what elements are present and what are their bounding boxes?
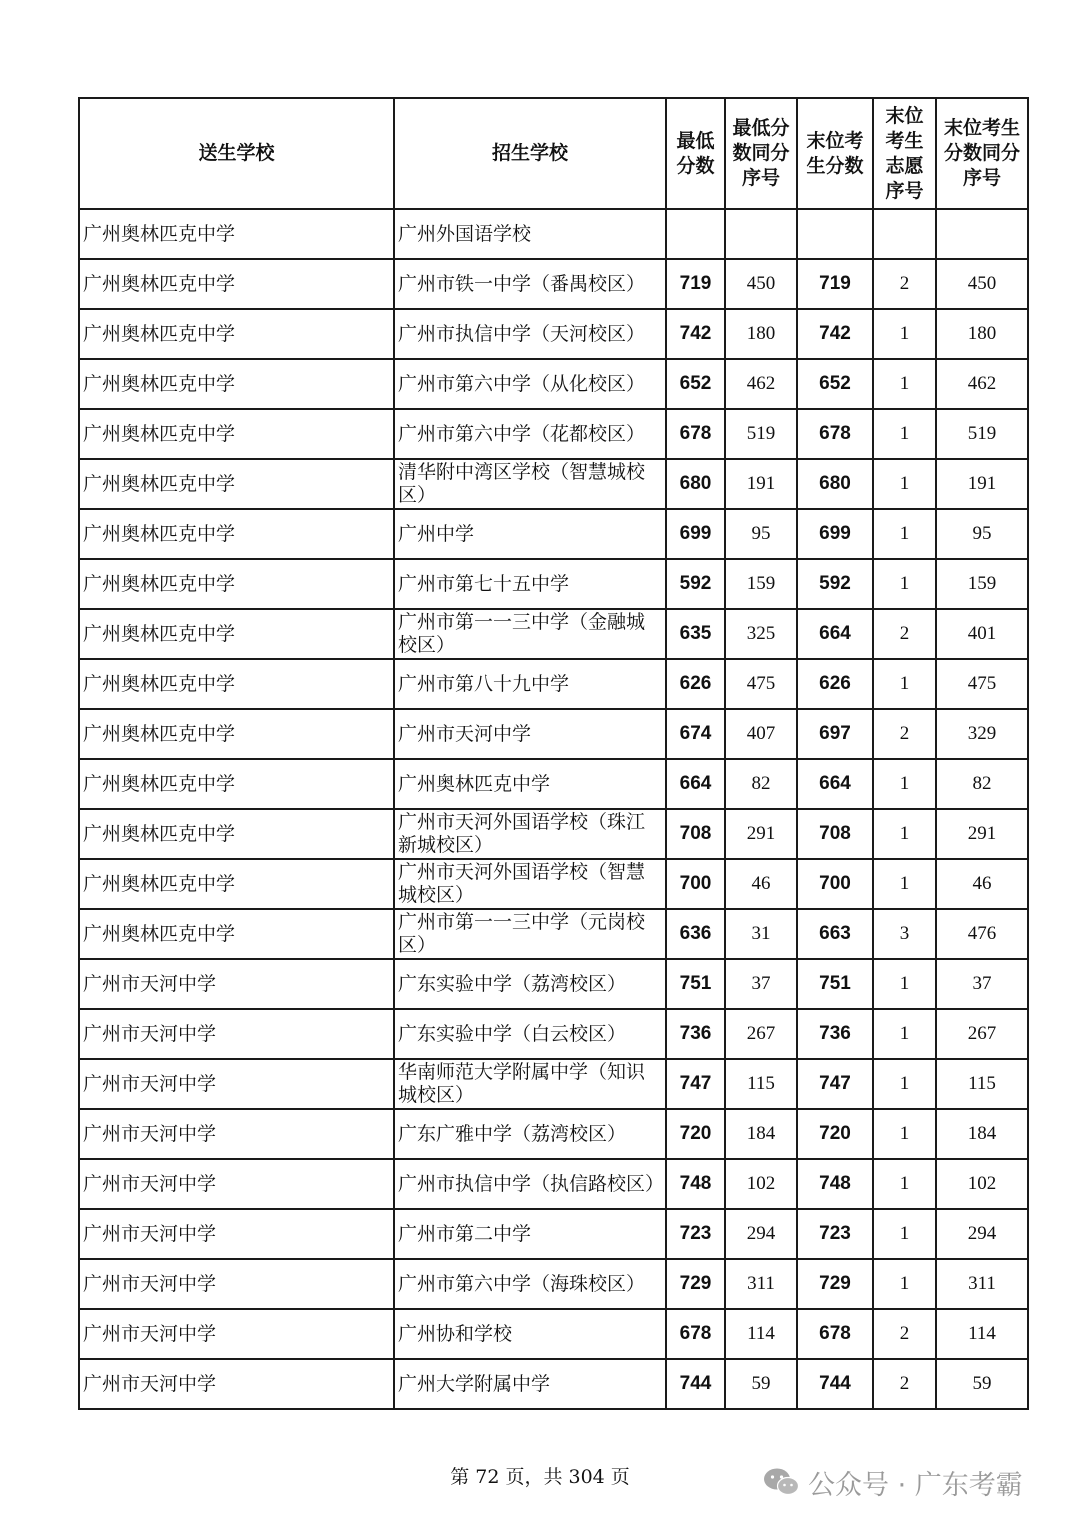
last-score-rank-cell: 37: [936, 959, 1028, 1009]
min-score-cell: 626: [666, 659, 725, 709]
last-score-cell: 697: [797, 709, 873, 759]
min-score-cell: 723: [666, 1209, 725, 1259]
last-score-rank-cell: 475: [936, 659, 1028, 709]
last-score-cell: [797, 209, 873, 259]
sending-school-cell: 广州奥林匹克中学: [79, 659, 394, 709]
last-score-cell: 664: [797, 759, 873, 809]
last-score-cell: 748: [797, 1159, 873, 1209]
column-header-line: 最低分: [732, 117, 790, 139]
sending-school-cell: 广州奥林匹克中学: [79, 259, 394, 309]
min-score-rank-cell: 191: [725, 459, 797, 509]
last-score-cell: 678: [797, 1309, 873, 1359]
admitting-school-cell: 广州市第一一三中学（元岗校区）: [394, 909, 666, 959]
min-score-cell: 736: [666, 1009, 725, 1059]
last-choice-order-cell: 1: [873, 509, 936, 559]
last-choice-order-cell: 1: [873, 959, 936, 1009]
min-score-rank-cell: 450: [725, 259, 797, 309]
last-score-cell: 699: [797, 509, 873, 559]
last-score-cell: 680: [797, 459, 873, 509]
sending-school-cell: 广州奥林匹克中学: [79, 859, 394, 909]
min-score-cell: 719: [666, 259, 725, 309]
min-score-cell: 747: [666, 1059, 725, 1109]
min-score-rank-cell: 95: [725, 509, 797, 559]
column-header: [797, 98, 873, 209]
table-row: [79, 409, 1028, 459]
admitting-school-cell: 广州市执信中学（天河校区）: [394, 309, 666, 359]
last-choice-order-cell: 1: [873, 409, 936, 459]
min-score-rank-cell: 475: [725, 659, 797, 709]
table-row: [79, 259, 1028, 309]
last-choice-order-cell: 1: [873, 809, 936, 859]
min-score-rank-cell: 267: [725, 1009, 797, 1059]
table-row: [79, 659, 1028, 709]
min-score-rank-cell: 159: [725, 559, 797, 609]
last-choice-order-cell: 1: [873, 1259, 936, 1309]
min-score-cell: 664: [666, 759, 725, 809]
sending-school-cell: 广州奥林匹克中学: [79, 409, 394, 459]
last-score-cell: 742: [797, 309, 873, 359]
last-choice-order-cell: 2: [873, 709, 936, 759]
min-score-rank-cell: 519: [725, 409, 797, 459]
column-header: [394, 98, 666, 209]
column-header-line: 生分数: [806, 154, 864, 177]
min-score-rank-cell: 184: [725, 1109, 797, 1159]
table-row: [79, 509, 1028, 559]
admitting-school-cell: 清华附中湾区学校（智慧城校区）: [394, 459, 666, 509]
last-choice-order-cell: 1: [873, 759, 936, 809]
sending-school-cell: 广州奥林匹克中学: [79, 609, 394, 659]
last-score-rank-cell: 519: [936, 409, 1028, 459]
sending-school-cell: 广州奥林匹克中学: [79, 709, 394, 759]
last-choice-order-cell: 1: [873, 559, 936, 609]
table-row: [79, 1059, 1028, 1109]
last-score-rank-cell: 291: [936, 809, 1028, 859]
table-row: [79, 359, 1028, 409]
last-choice-order-cell: 1: [873, 859, 936, 909]
admitting-school-cell: 广州市第六中学（海珠校区）: [394, 1259, 666, 1309]
sending-school-cell: 广州市天河中学: [79, 959, 394, 1009]
table-body: [79, 209, 1028, 1409]
sending-school-cell: 广州奥林匹克中学: [79, 309, 394, 359]
last-score-rank-cell: 102: [936, 1159, 1028, 1209]
table-row: [79, 309, 1028, 359]
last-score-rank-cell: 59: [936, 1359, 1028, 1409]
last-choice-order-cell: 2: [873, 1359, 936, 1409]
last-score-cell: 663: [797, 909, 873, 959]
last-score-rank-cell: 267: [936, 1009, 1028, 1059]
admitting-school-cell: 广州市第七十五中学: [394, 559, 666, 609]
min-score-rank-cell: 294: [725, 1209, 797, 1259]
last-score-rank-cell: 311: [936, 1259, 1028, 1309]
min-score-cell: 748: [666, 1159, 725, 1209]
admitting-school-cell: 广州市第二中学: [394, 1209, 666, 1259]
min-score-cell: 635: [666, 609, 725, 659]
sending-school-cell: 广州奥林匹克中学: [79, 909, 394, 959]
sending-school-cell: 广州市天河中学: [79, 1259, 394, 1309]
column-header-line: 数同分: [732, 142, 790, 164]
sending-school-cell: 广州奥林匹克中学: [79, 359, 394, 409]
last-choice-order-cell: 1: [873, 1009, 936, 1059]
column-header-line: 末位考生: [943, 117, 1020, 139]
last-choice-order-cell: 2: [873, 259, 936, 309]
page-number: 第 72 页，共 304 页: [450, 1466, 630, 1488]
last-choice-order-cell: 1: [873, 1159, 936, 1209]
min-score-rank-cell: 37: [725, 959, 797, 1009]
min-score-rank-cell: 82: [725, 759, 797, 809]
table-row: [79, 459, 1028, 509]
last-score-rank-cell: 114: [936, 1309, 1028, 1359]
column-header-line: 送生学校: [198, 142, 275, 164]
last-choice-order-cell: 2: [873, 609, 936, 659]
last-score-rank-cell: 294: [936, 1209, 1028, 1259]
admitting-school-cell: 广州市天河中学: [394, 709, 666, 759]
table-row: [79, 1209, 1028, 1259]
min-score-rank-cell: 114: [725, 1309, 797, 1359]
min-score-rank-cell: 102: [725, 1159, 797, 1209]
last-choice-order-cell: 2: [873, 1309, 936, 1359]
sending-school-cell: 广州市天河中学: [79, 1359, 394, 1409]
sending-school-cell: 广州市天河中学: [79, 1109, 394, 1159]
last-score-cell: 708: [797, 809, 873, 859]
column-header-line: 志愿: [885, 154, 924, 177]
table-row: [79, 1159, 1028, 1209]
column-header-line: 末位: [885, 104, 924, 127]
admitting-school-cell: 广州外国语学校: [394, 209, 666, 259]
min-score-cell: 720: [666, 1109, 725, 1159]
last-score-cell: 744: [797, 1359, 873, 1409]
min-score-cell: [666, 209, 725, 259]
wechat-icon: [762, 1467, 800, 1497]
sending-school-cell: 广州市天河中学: [79, 1009, 394, 1059]
min-score-cell: 678: [666, 409, 725, 459]
min-score-rank-cell: [725, 209, 797, 259]
table-row: [79, 909, 1028, 959]
min-score-rank-cell: 311: [725, 1259, 797, 1309]
min-score-rank-cell: 325: [725, 609, 797, 659]
column-header-line: 分数同分: [943, 142, 1020, 164]
min-score-cell: 700: [666, 859, 725, 909]
min-score-cell: 592: [666, 559, 725, 609]
last-score-cell: 751: [797, 959, 873, 1009]
admitting-school-cell: 广州市第六中学（从化校区）: [394, 359, 666, 409]
last-choice-order-cell: 1: [873, 659, 936, 709]
admitting-school-cell: 广州市第一一三中学（金融城校区）: [394, 609, 666, 659]
sending-school-cell: 广州市天河中学: [79, 1209, 394, 1259]
column-header-line: 序号: [741, 167, 780, 189]
last-score-cell: 678: [797, 409, 873, 459]
table-header: [79, 98, 1028, 209]
column-header-line: 末位考: [806, 129, 864, 152]
column-header-line: 最低: [676, 129, 715, 152]
admitting-school-cell: 广东实验中学（荔湾校区）: [394, 959, 666, 1009]
last-score-rank-cell: 95: [936, 509, 1028, 559]
min-score-cell: 678: [666, 1309, 725, 1359]
table-row: [79, 859, 1028, 909]
last-score-rank-cell: 462: [936, 359, 1028, 409]
last-score-rank-cell: 329: [936, 709, 1028, 759]
table-row: [79, 759, 1028, 809]
min-score-cell: 729: [666, 1259, 725, 1309]
last-score-rank-cell: 184: [936, 1109, 1028, 1159]
last-score-rank-cell: 82: [936, 759, 1028, 809]
table-row: [79, 809, 1028, 859]
last-choice-order-cell: 1: [873, 359, 936, 409]
sending-school-cell: 广州市天河中学: [79, 1159, 394, 1209]
admitting-school-cell: 广州市第六中学（花都校区）: [394, 409, 666, 459]
table-row: [79, 559, 1028, 609]
table-row: [79, 1359, 1028, 1409]
min-score-rank-cell: 180: [725, 309, 797, 359]
sending-school-cell: 广州市天河中学: [79, 1059, 394, 1109]
last-score-rank-cell: 180: [936, 309, 1028, 359]
min-score-rank-cell: 291: [725, 809, 797, 859]
last-choice-order-cell: [873, 209, 936, 259]
admitting-school-cell: 广州市天河外国语学校（智慧城校区）: [394, 859, 666, 909]
admitting-school-cell: 广州大学附属中学: [394, 1359, 666, 1409]
header-row: [79, 98, 1028, 209]
column-header-line: 分数: [676, 154, 715, 177]
last-score-cell: 592: [797, 559, 873, 609]
min-score-cell: 674: [666, 709, 725, 759]
sending-school-cell: 广州奥林匹克中学: [79, 559, 394, 609]
admitting-school-cell: 华南师范大学附属中学（知识城校区）: [394, 1059, 666, 1109]
last-score-rank-cell: 191: [936, 459, 1028, 509]
last-choice-order-cell: 3: [873, 909, 936, 959]
min-score-rank-cell: 59: [725, 1359, 797, 1409]
min-score-cell: 699: [666, 509, 725, 559]
last-score-rank-cell: 401: [936, 609, 1028, 659]
min-score-rank-cell: 115: [725, 1059, 797, 1109]
column-header: [873, 98, 936, 209]
last-score-cell: 626: [797, 659, 873, 709]
table-row: [79, 1009, 1028, 1059]
column-header-line: 考生: [885, 129, 924, 152]
column-header-line: 序号: [885, 179, 924, 202]
admission-score-table: [78, 97, 1029, 1410]
last-score-cell: 652: [797, 359, 873, 409]
min-score-rank-cell: 46: [725, 859, 797, 909]
last-score-cell: 664: [797, 609, 873, 659]
min-score-cell: 652: [666, 359, 725, 409]
admitting-school-cell: 广州市铁一中学（番禺校区）: [394, 259, 666, 309]
sending-school-cell: 广州市天河中学: [79, 1309, 394, 1359]
admitting-school-cell: 广东实验中学（白云校区）: [394, 1009, 666, 1059]
admitting-school-cell: 广州协和学校: [394, 1309, 666, 1359]
min-score-cell: 742: [666, 309, 725, 359]
min-score-cell: 680: [666, 459, 725, 509]
last-choice-order-cell: 1: [873, 309, 936, 359]
last-choice-order-cell: 1: [873, 1109, 936, 1159]
admitting-school-cell: 广州中学: [394, 509, 666, 559]
admitting-school-cell: 广州市第八十九中学: [394, 659, 666, 709]
min-score-cell: 751: [666, 959, 725, 1009]
table-row: [79, 609, 1028, 659]
table-row: [79, 709, 1028, 759]
last-score-cell: 736: [797, 1009, 873, 1059]
last-score-cell: 723: [797, 1209, 873, 1259]
last-score-rank-cell: 450: [936, 259, 1028, 309]
admitting-school-cell: 广州奥林匹克中学: [394, 759, 666, 809]
min-score-cell: 744: [666, 1359, 725, 1409]
column-header: [936, 98, 1028, 209]
admitting-school-cell: 广州市执信中学（执信路校区）: [394, 1159, 666, 1209]
watermark-text: 公众号 · 广东考霸: [808, 1469, 1023, 1501]
sending-school-cell: 广州奥林匹克中学: [79, 509, 394, 559]
min-score-cell: 708: [666, 809, 725, 859]
min-score-rank-cell: 462: [725, 359, 797, 409]
last-choice-order-cell: 1: [873, 1059, 936, 1109]
last-score-cell: 747: [797, 1059, 873, 1109]
admitting-school-cell: 广州市天河外国语学校（珠江新城校区）: [394, 809, 666, 859]
last-score-rank-cell: 115: [936, 1059, 1028, 1109]
column-header: [666, 98, 725, 209]
last-score-cell: 720: [797, 1109, 873, 1159]
last-choice-order-cell: 1: [873, 459, 936, 509]
sending-school-cell: 广州奥林匹克中学: [79, 809, 394, 859]
admitting-school-cell: 广东广雅中学（荔湾校区）: [394, 1109, 666, 1159]
last-score-rank-cell: 159: [936, 559, 1028, 609]
last-score-rank-cell: 46: [936, 859, 1028, 909]
sending-school-cell: 广州奥林匹克中学: [79, 759, 394, 809]
min-score-cell: 636: [666, 909, 725, 959]
column-header: [79, 98, 394, 209]
min-score-rank-cell: 407: [725, 709, 797, 759]
table-row: [79, 1259, 1028, 1309]
table-row: [79, 1309, 1028, 1359]
column-header-line: 招生学校: [491, 142, 568, 164]
sending-school-cell: 广州奥林匹克中学: [79, 209, 394, 259]
table-row: [79, 959, 1028, 1009]
column-header: [725, 98, 797, 209]
table-row: [79, 1109, 1028, 1159]
min-score-rank-cell: 31: [725, 909, 797, 959]
last-score-cell: 719: [797, 259, 873, 309]
watermark: [762, 1462, 1023, 1502]
last-score-cell: 700: [797, 859, 873, 909]
column-header-line: 序号: [962, 167, 1001, 189]
last-score-rank-cell: 476: [936, 909, 1028, 959]
table-row: [79, 209, 1028, 259]
last-score-rank-cell: [936, 209, 1028, 259]
last-choice-order-cell: 1: [873, 1209, 936, 1259]
last-score-cell: 729: [797, 1259, 873, 1309]
sending-school-cell: 广州奥林匹克中学: [79, 459, 394, 509]
